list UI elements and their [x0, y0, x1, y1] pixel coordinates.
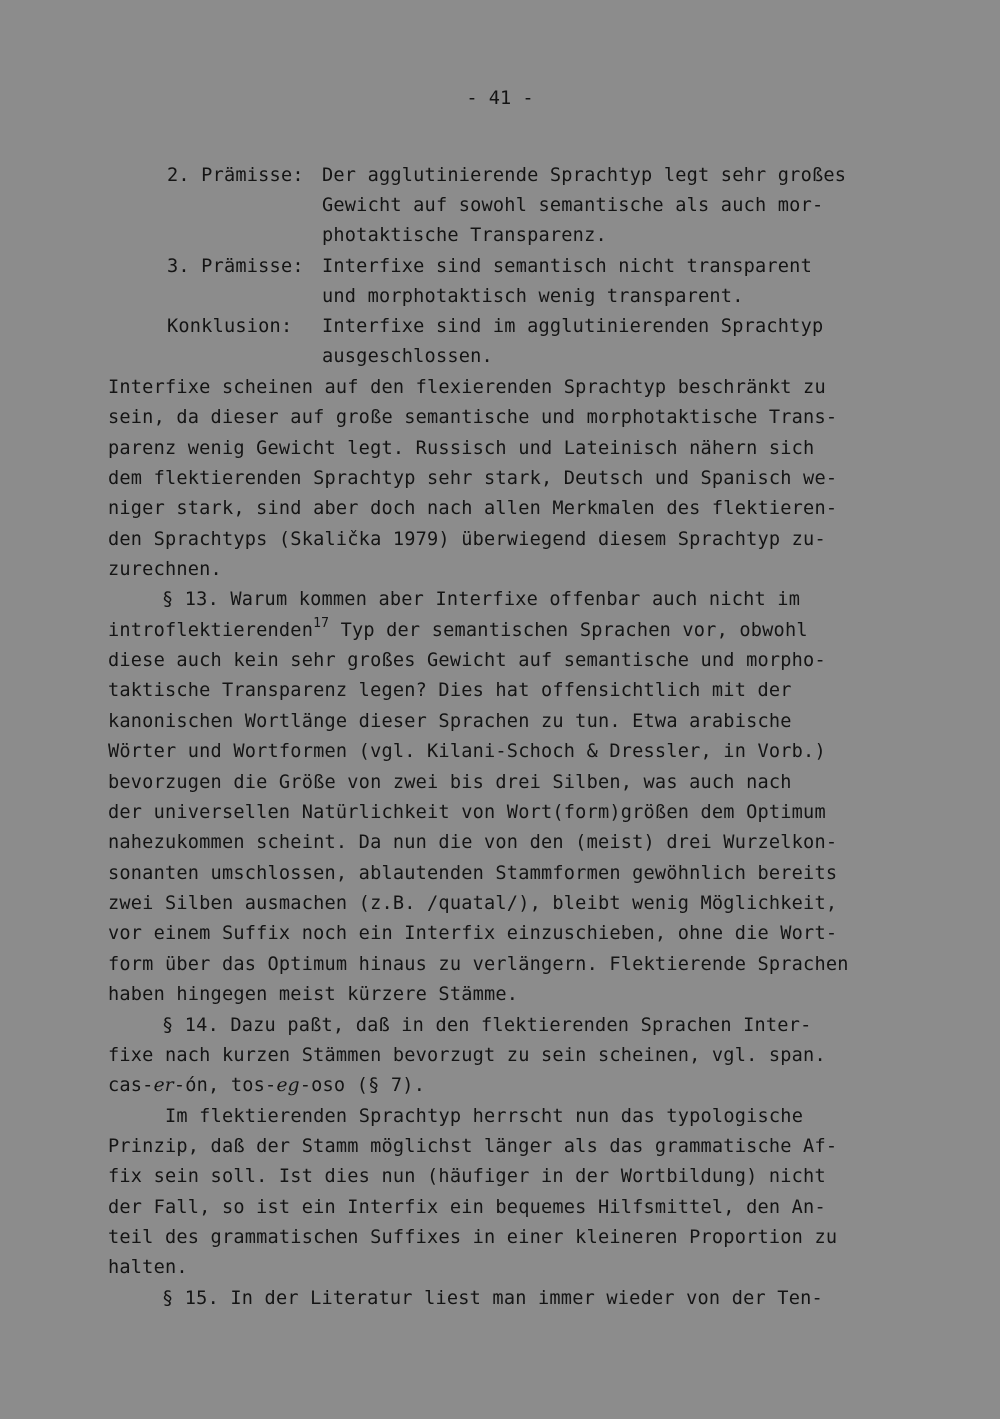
section-13-line: § 13. Warum kommen aber Interfixe offenbar auch nicht im [162, 589, 801, 610]
paragraph-line: Wörter und Wortformen (vgl. Kilani-Schoch & Dressler, in Vorb.) [108, 741, 826, 762]
interfix-italic: er [153, 1075, 174, 1096]
paragraph-line: bevorzugen die Größe von zwei bis drei Silben, was auch nach [108, 772, 792, 793]
interfix-italic: eg [276, 1075, 300, 1096]
paragraph-line: Im flektierenden Sprachtyp herrscht nun das typologische [165, 1106, 804, 1127]
paragraph-line: dem flektierenden Sprachtyp sehr stark, Deutsch und Spanisch we- [108, 468, 838, 489]
premise-text: Interfixe sind semantisch nicht transparent [322, 256, 812, 277]
paragraph-line: Interfixe scheinen auf den flexierenden Sprachtyp beschränkt zu [108, 377, 826, 398]
paragraph-line: haben hingegen meist kürzere Stämme. [108, 984, 519, 1005]
paragraph-line: den Sprachtyps (Skalička 1979) überwiegend diesem Sprachtyp zu- [108, 529, 826, 550]
paragraph-line: diese auch kein sehr großes Gewicht auf semantische und morpho- [108, 650, 826, 671]
footnote-marker: 17 [313, 616, 330, 631]
paragraph-line: der Fall, so ist ein Interfix ein bequemes Hilfsmittel, den An- [108, 1197, 826, 1218]
page-number: - 41 - [466, 88, 534, 109]
text-fragment: -oso (§ 7). [299, 1075, 426, 1096]
premise-text: photaktische Transparenz. [322, 225, 607, 246]
premise-text: und morphotaktisch wenig transparent. [322, 286, 744, 307]
paragraph-line: niger stark, sind aber doch nach allen Merkmalen des flektieren- [108, 498, 838, 519]
paragraph-line: form über das Optimum hinaus zu verlängern. Flektierende Sprachen [108, 954, 849, 975]
paragraph-line: zwei Silben ausmachen (z.B. /quatal/), bleibt wenig Möglichkeit, [108, 893, 838, 914]
paragraph-line: sein, da dieser auf große semantische und morphotaktische Trans- [108, 407, 838, 428]
conclusion-label: Konklusion: [167, 316, 293, 337]
paragraph-line: kanonischen Wortlänge dieser Sprachen zu tun. Etwa arabische [108, 711, 792, 732]
text-fragment: introflektierenden [108, 620, 314, 641]
paragraph-line: nahezukommen scheint. Da nun die von den (meist) drei Wurzelkon- [108, 832, 838, 853]
paragraph-line: fixe nach kurzen Stämmen bevorzugt zu sein scheinen, vgl. span. [108, 1045, 826, 1066]
text-fragment: -ón, tos- [173, 1075, 277, 1096]
paragraph-line: fix sein soll. Ist dies nun (häufiger in der Wortbildung) nicht [108, 1166, 826, 1187]
premise-text: Der agglutinierende Sprachtyp legt sehr großes [322, 165, 847, 186]
paragraph-line: Prinzip, daß der Stamm möglichst länger als das grammatische Af- [108, 1136, 838, 1157]
conclusion-text: Interfixe sind im agglutinierenden Sprachtyp [322, 316, 824, 337]
paragraph-line-with-footnote [108, 616, 808, 646]
paragraph-line: sonanten umschlossen, ablautenden Stammformen gewöhnlich bereits [108, 863, 838, 884]
conclusion-text: ausgeschlossen. [322, 346, 493, 367]
premise-text: Gewicht auf sowohl semantische als auch mor- [322, 195, 824, 216]
text-fragment: cas- [108, 1075, 154, 1096]
premise-label: 3. Prämisse: [167, 256, 304, 277]
section-14-line: § 14. Dazu paßt, daß in den flektierenden Sprachen Inter- [162, 1015, 812, 1036]
text-fragment: Typ der semantischen Sprachen vor, obwohl [329, 620, 808, 641]
paragraph-line: taktische Transparenz legen? Dies hat offensichtlich mit der [108, 680, 792, 701]
paragraph-line-examples [108, 1071, 425, 1101]
paragraph-line: der universellen Natürlichkeit von Wort(form)größen dem Optimum [108, 802, 826, 823]
section-15-line: § 15. In der Literatur liest man immer wieder von der Ten- [162, 1288, 823, 1309]
paragraph-line: halten. [108, 1257, 188, 1278]
paragraph-line: parenz wenig Gewicht legt. Russisch und Lateinisch nähern sich [108, 438, 815, 459]
paragraph-line: zurechnen. [108, 559, 222, 580]
paragraph-line: teil des grammatischen Suffixes in einer kleineren Proportion zu [108, 1227, 838, 1248]
paragraph-line: vor einem Suffix noch ein Interfix einzuschieben, ohne die Wort- [108, 923, 838, 944]
premise-label: 2. Prämisse: [167, 165, 304, 186]
